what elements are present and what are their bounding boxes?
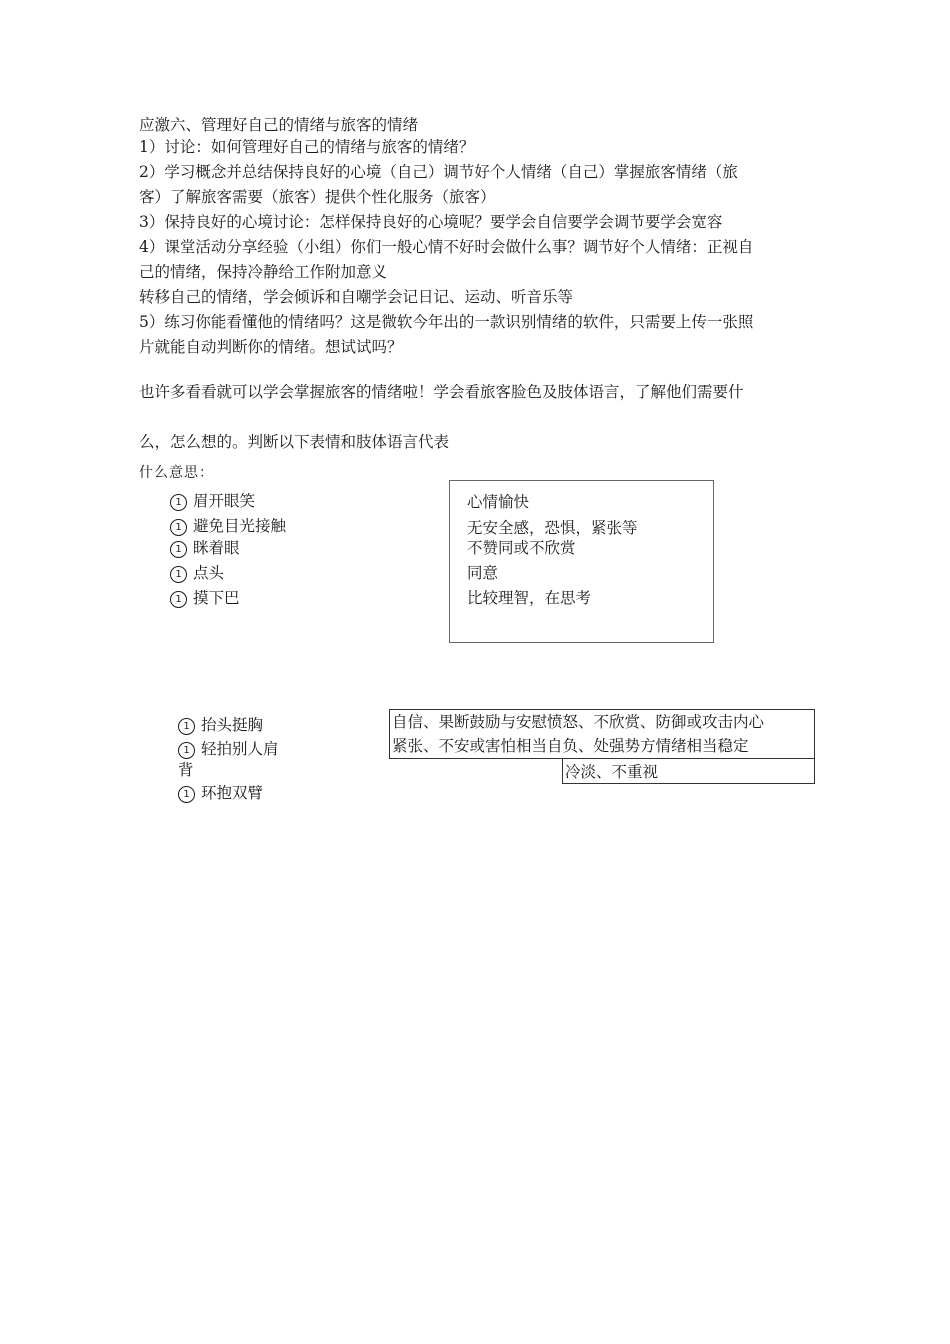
text-line: 4）课堂活动分享经验（小组）你们一般心情不好时会做什么事？调节好个人情绪：正视自 (139, 238, 754, 256)
text-line: 客）了解旅客需要（旅客）提供个性化服务（旅客） (139, 188, 496, 206)
answer-text: 冷淡、不重视 (565, 763, 659, 781)
circled-number-icon: 1 (178, 786, 195, 803)
text-line: 3）保持良好的心境讨论：怎样保持良好的心境呢？要学会自信要学会调节要学会宽容 (139, 213, 723, 231)
exercise1-item: 1 摸下巴 (170, 587, 240, 609)
text-line: 么，怎么想的。判断以下表情和肢体语言代表 (139, 433, 450, 451)
exercise1-item: 1 点头 (170, 562, 224, 584)
exercise1-item: 1 避免目光接触 (170, 515, 286, 537)
text-line: 片就能自动判断你的情绪。想试试吗？ (139, 338, 403, 356)
exercise2-item: 1 环抱双臂 (178, 782, 263, 804)
exercise1-item: 1 眯着眼 (170, 537, 240, 559)
answer-text: 无安全感，恐惧，紧张等 (467, 519, 638, 537)
answer-text: 紧张、不安或害怕相当自负、处强势方情绪相当稳定 (392, 737, 749, 755)
text-line: 也许多看看就可以学会掌握旅客的情绪啦！学会看旅客脸色及肢体语言，了解他们需要什 (139, 383, 744, 401)
circled-number-icon: 1 (170, 519, 187, 536)
text-line: 什么意思： (139, 465, 214, 481)
text-line: 1）讨论：如何管理好自己的情绪与旅客的情绪？ (139, 138, 475, 156)
circled-number-icon: 1 (170, 566, 187, 583)
answer-text: 同意 (467, 564, 499, 582)
exercise2-item-wrap: 背 (178, 761, 194, 779)
circled-number-icon: 1 (178, 742, 195, 759)
circled-number-icon: 1 (170, 541, 187, 558)
exercise2-item: 1 轻拍别人肩 (178, 738, 279, 760)
circled-number-icon: 1 (178, 718, 195, 735)
answer-text: 自信、果断鼓励与安慰愤怒、不欣赏、防御或攻击内心 (392, 713, 765, 731)
text-line: 5）练习你能看懂他的情绪吗？这是微软今年出的一款识别情绪的软件，只需要上传一张照 (139, 313, 754, 331)
heading: 应激六、管理好自己的情绪与旅客的情绪 (139, 116, 419, 134)
text-line: 转移自己的情绪，学会倾诉和自嘲学会记日记、运动、听音乐等 (139, 288, 574, 306)
circled-number-icon: 1 (170, 494, 187, 511)
exercise2-item: 1 抬头挺胸 (178, 714, 263, 736)
text-line: 己的情绪，保持冷静给工作附加意义 (139, 263, 388, 281)
exercise1-item: 1 眉开眼笑 (170, 490, 255, 512)
answer-text: 比较理智，在思考 (467, 589, 592, 607)
answer-text: 不赞同或不欣赏 (467, 539, 576, 557)
circled-number-icon: 1 (170, 591, 187, 608)
answer-text: 心情愉快 (467, 493, 530, 511)
text-line: 2）学习概念并总结保持良好的心境（自己）调节好个人情绪（自己）掌握旅客情绪（旅 (139, 163, 738, 181)
